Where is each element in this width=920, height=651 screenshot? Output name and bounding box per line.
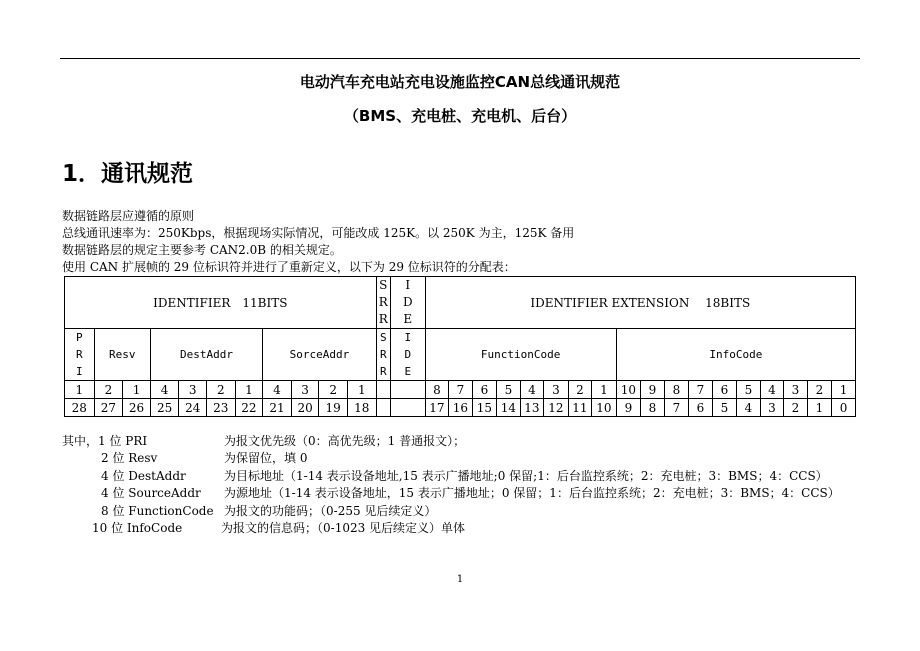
bit-width-cell: 3 [179,381,207,399]
bit-width-cell: 1 [123,381,151,399]
ide-letter: E [404,365,412,378]
bit-number-cell: 15 [472,399,497,417]
table-width-row [65,381,856,399]
page-number: 1 [456,574,464,585]
bit-width-cell: 9 [641,381,665,399]
bit-number-cell [390,399,425,417]
bit-width-cell: 4 [263,381,292,399]
bit-width-cell: 1 [347,381,376,399]
definition-desc: 为报文的信息码；（0-1023 见后续定义）单体 [221,521,466,535]
bit-width-cell: 2 [94,381,123,399]
bit-number-cell: 4 [737,399,761,417]
definition-desc: 为报文的功能码；（0-255 见后续定义） [224,503,437,518]
bit-number-cell: 0 [832,399,856,417]
bit-width-cell: 2 [319,381,348,399]
bit-number-cell: 6 [689,399,713,417]
section-heading: 1．通讯规范 [62,161,194,187]
bit-number-cell [376,399,390,417]
bit-number-cell: 1 [807,399,832,417]
bit-width-cell: 3 [544,381,569,399]
table-header-row [65,277,856,329]
srr-letter: S [379,331,387,344]
ide-letter: D [404,348,412,361]
resv-field-cell: Resv [94,329,150,381]
bit-number-cell: 3 [760,399,784,417]
document-subtitle: （BMS、充电桩、充电机、后台） [343,107,577,125]
srr-letter: R [378,295,388,309]
bit-number-cell: 2 [784,399,808,417]
extension-header-cell: IDENTIFIER EXTENSION 18BITS [425,277,855,329]
bit-number-cell: 21 [263,399,292,417]
bit-width-cell: 4 [760,381,784,399]
intro-line-3: 数据链路层的规定主要参考 CAN2.0B 的相关规定。 [62,243,342,257]
bit-width-cell: 1 [235,381,263,399]
infocode-field-cell: InfoCode [616,329,855,381]
bit-number-cell: 23 [207,399,236,417]
ide-letter: D [402,295,413,309]
bit-width-cell: 1 [65,381,95,399]
bit-width-cell: 4 [150,381,179,399]
bit-width-cell: 8 [425,381,449,399]
bit-width-cell: 7 [689,381,713,399]
intro-line-2: 总线通讯速率为：250Kbps，根据现场实际情况，可能改成 125K。以 250K 为主，125K 备用 [62,226,575,240]
definition-term: 4 位 SourceAddr [101,486,201,501]
bit-number-cell: 26 [123,399,151,417]
srr-header-cell [376,277,390,329]
bit-number-cell: 18 [347,399,376,417]
bit-width-cell: 2 [807,381,832,399]
definition-term: 2 位 Resv [101,451,158,466]
functioncode-field-cell: FunctionCode [425,329,616,381]
bit-width-cell: 8 [664,381,689,399]
bit-number-cell: 16 [449,399,473,417]
pri-letter: P [76,331,83,344]
ide-header-cell [390,277,425,329]
srr-letter: S [379,278,388,292]
bit-width-cell: 5 [497,381,521,399]
ide-letter: I [405,278,411,292]
bit-width-cell: 6 [472,381,497,399]
document-title: 电动汽车充电站充电设施监控CAN总线通讯规范 [299,73,621,91]
bit-width-cell [390,381,425,399]
definition-desc: 为报文优先级（0：高优先级；1 普通报文）； [224,434,466,448]
bit-width-cell: 10 [616,381,641,399]
srr-letter: R [378,312,388,326]
bit-number-cell: 10 [592,399,617,417]
bit-number-cell: 14 [497,399,521,417]
definition-desc: 为目标地址（1-14 表示设备地址,15 表示广播地址;0 保留;1：后台监控系统；2：充电桩；3：BMS；4：CCS） [224,468,828,483]
bit-number-cell: 7 [664,399,689,417]
bit-width-cell: 7 [449,381,473,399]
ide-field-cell [390,329,425,381]
intro-line-4: 使用 CAN 扩展帧的 29 位标识符并进行了重新定义，以下为 29 位标识符的分配表： [62,260,516,274]
bit-number-cell: 11 [568,399,592,417]
pri-letter: R [76,348,83,361]
bit-number-cell: 20 [291,399,319,417]
identifier-allocation-table [64,276,856,417]
table-field-row [65,329,856,381]
intro-line-1: 数据链路层应遵循的原则 [62,209,195,223]
bit-number-cell: 17 [425,399,449,417]
bit-number-cell: 13 [520,399,544,417]
bit-width-cell: 4 [520,381,544,399]
header-rule [60,58,860,59]
definition-term: 4 位 DestAddr [101,468,186,483]
bit-width-cell [376,381,390,399]
srr-letter: R [379,365,387,378]
bit-width-cell: 5 [737,381,761,399]
definition-desc: 为保留位，填 0 [224,451,308,466]
bit-number-cell: 28 [65,399,95,417]
bit-number-cell: 9 [616,399,641,417]
bit-width-cell: 3 [784,381,808,399]
bit-width-cell: 2 [568,381,592,399]
bit-width-cell: 1 [832,381,856,399]
sorceaddr-field-cell: SorceAddr [263,329,376,381]
bit-number-cell: 24 [179,399,207,417]
srr-field-cell [376,329,390,381]
bit-number-cell: 8 [641,399,665,417]
bit-width-cell: 3 [291,381,319,399]
definition-term: 10 位 InfoCode [92,521,183,535]
destaddr-field-cell: DestAddr [150,329,262,381]
bit-width-cell: 2 [207,381,236,399]
pri-letter: I [76,365,83,378]
bit-number-cell: 12 [544,399,569,417]
bit-number-cell: 5 [712,399,737,417]
ide-letter: I [404,331,412,344]
definition-term: 其中，1 位 PRI [62,434,148,448]
definition-desc: 为源地址（1-14 表示设备地址，15 表示广播地址；0 保留；1：后台监控系统；2：充电桩；3：BMS；4：CCS） [224,486,840,501]
bit-width-cell: 6 [712,381,737,399]
bit-number-cell: 27 [94,399,123,417]
ide-letter: E [403,312,413,326]
pri-field-cell [65,329,95,381]
definition-term: 8 位 FunctionCode [101,503,214,518]
bit-number-cell: 25 [150,399,179,417]
bit-number-cell: 19 [319,399,348,417]
bit-number-cell: 22 [235,399,263,417]
bit-width-cell: 1 [592,381,617,399]
identifier-header-cell: IDENTIFIER 11BITS [65,277,377,329]
table-bit-row [65,399,856,417]
table-body [65,277,856,417]
srr-letter: R [379,348,387,361]
